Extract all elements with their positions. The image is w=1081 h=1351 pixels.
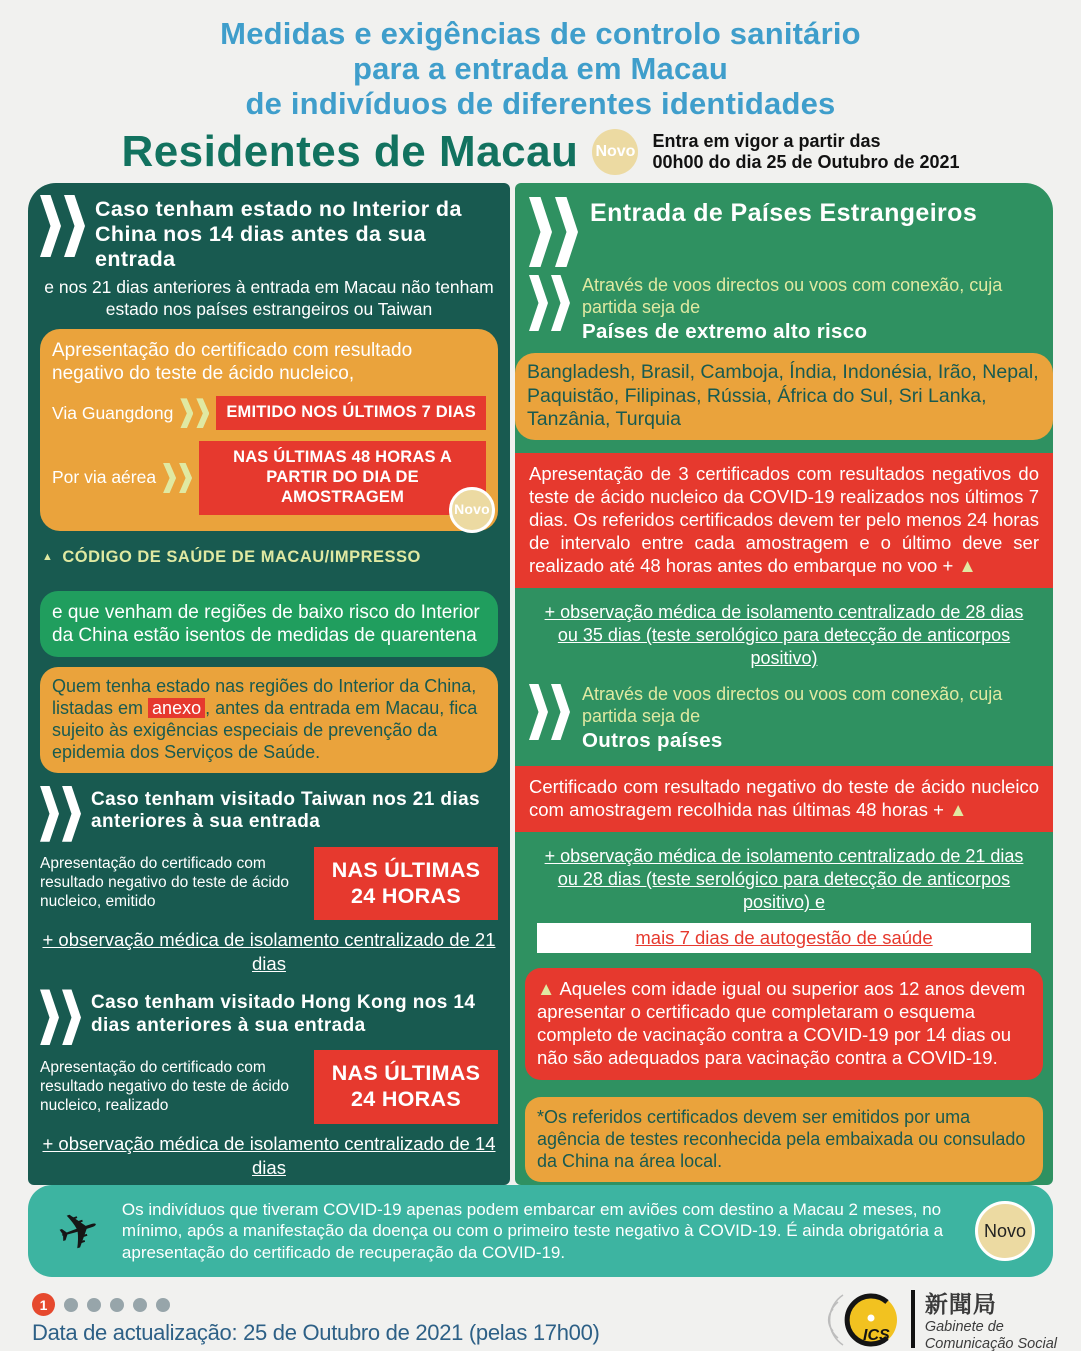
- health-code-note: ▲ CÓDIGO DE SAÚDE DE MACAU/IMPRESSO: [42, 547, 421, 566]
- agency-note-box: *Os referidos certificados devem ser emitidos por uma agência de testes reconhecida pela embaixada ou consulado da China na área local.: [525, 1097, 1043, 1182]
- observation-note: + observação médica de isolamento centralizado de 28 dias ou 35 dias (teste serológico para detecção de anticorpos positivo): [544, 601, 1024, 668]
- logo-name-line2: Comunicação Social: [924, 1335, 1057, 1351]
- section-foreign-entry: [515, 183, 1053, 267]
- logo-divider: [911, 1290, 915, 1348]
- audience-row: [0, 127, 1081, 177]
- route-label: Por via aérea: [52, 467, 157, 488]
- route-label: Via Guangdong: [52, 402, 174, 423]
- vaccination-note-box: ▲ Aqueles com idade igual ou superior aos 12 anos devem apresentar o certificado que completaram o esquema completo de vacinação contra a COVID-19 por 14 dias ou não são adequados para vacinação contra a COVID-19.: [525, 968, 1043, 1080]
- section-taiwan: [40, 786, 498, 977]
- section-heading: Caso tenham visitado Taiwan nos 21 dias anteriores à sua entrada: [91, 788, 481, 833]
- page-dot: [133, 1298, 147, 1312]
- chevron-right-icon: [529, 684, 570, 740]
- chevron-right-icon: [40, 195, 85, 257]
- panel-macau-residents: [28, 183, 510, 1185]
- audience-title: Residentes de Macau: [121, 127, 579, 177]
- logo-chinese-name: 新聞局: [924, 1291, 997, 1317]
- novo-badge: Novo: [975, 1201, 1035, 1261]
- novo-badge: Novo: [592, 129, 638, 175]
- requirement-badge: NAS ÚLTIMAS 48 HORAS A PARTIR DO DIA DE AMOSTRAGEM Novo: [199, 441, 486, 514]
- update-date-text: Data de actualização: 25 de Outubro de 2021 (pelas 17h00): [32, 1320, 600, 1345]
- route-intro: Através de voos directos ou voos com conexão, cuja partida seja de: [582, 684, 1003, 726]
- route-row-guangdong: [52, 396, 486, 430]
- page-indicator: [32, 1293, 170, 1316]
- observation-note: + observação médica de isolamento centralizado de 21 dias: [42, 929, 496, 975]
- chevron-right-icon: [40, 989, 81, 1045]
- title-line-2: para a entrada em Macau: [352, 51, 729, 87]
- recovered-patients-notice: [28, 1185, 1053, 1277]
- panel-foreign-countries: [515, 183, 1053, 1185]
- chevron-right-icon: [529, 197, 578, 267]
- self-management-note: mais 7 dias de autogestão de saúde: [537, 923, 1031, 953]
- route-row-air: [52, 441, 490, 518]
- certificate-requirements-box: [40, 329, 498, 531]
- section-heading: Caso tenham visitado Hong Kong nos 14 dias anteriores à sua entrada: [91, 992, 476, 1036]
- route-label: Países de extremo alto risco: [582, 319, 868, 343]
- route-other-countries: [515, 676, 1053, 753]
- triangle-icon: ▲: [42, 551, 54, 564]
- certificate-text: Apresentação do certificado com resultado negativo do teste de ácido nucleico, realizado: [40, 1058, 290, 1114]
- extreme-risk-countries-box: Bangladesh, Brasil, Camboja, Índia, Indonésia, Irão, Nepal, Paquistão, Filipinas, Rússia, África do Sul, Sri Lanka, Tanzânia, Turquia: [515, 353, 1053, 440]
- triangle-icon: ▲: [958, 555, 977, 576]
- page-dot: [110, 1298, 124, 1312]
- annex-note-box: Quem tenha estado nas regiões do Interior da China, listadas em anexo , antes da entrada em Macau, fica sujeito às exigências especiais de prevenção da epidemia dos Serviços de Saúde.: [40, 667, 498, 773]
- page-dot: [87, 1298, 101, 1312]
- chevron-right-icon: [529, 275, 570, 331]
- requirement-badge: NAS ÚLTIMAS 24 HORAS: [314, 847, 498, 921]
- requirement-badge: NAS ÚLTIMAS 24 HORAS: [314, 1050, 498, 1124]
- route-intro: Através de voos directos ou voos com conexão, cuja partida seja de: [582, 275, 1003, 317]
- triangle-icon: ▲: [949, 798, 968, 820]
- chevron-right-icon: [180, 398, 209, 428]
- section-heading: Caso tenham estado no Interior da China nos 14 dias antes da sua entrada: [95, 197, 462, 272]
- triangle-icon: ▲: [537, 977, 556, 999]
- effective-date: Entra em vigor a partir das 00h00 do dia 25 de Outubro de 2021: [652, 130, 960, 173]
- novo-badge: Novo: [449, 487, 495, 533]
- airplane-icon: ✈: [50, 1197, 108, 1265]
- annex-link[interactable]: anexo: [148, 698, 205, 718]
- logo-name-line1: Gabinete de: [924, 1319, 1004, 1335]
- title-line-3: de indivíduos de diferentes identidades: [245, 86, 836, 122]
- current-page-badge: 1: [32, 1293, 55, 1316]
- gcs-logo-mark: [825, 1287, 901, 1351]
- requirement-badge: EMITIDO NOS ÚLTIMOS 7 DIAS: [216, 396, 486, 430]
- section-hong-kong: [40, 989, 498, 1180]
- title-line-1: Medidas e exigências de controlo sanitário: [220, 16, 861, 51]
- route-extreme-risk: [515, 267, 1053, 344]
- notice-text: Os indivíduos que tiveram COVID-19 apenas podem embarcar em aviões com destino a Macau 2 meses, no mínimo, após a manifestação da doença ou com o primeiro teste negativo à COVID-19. É ainda obrigatória a apresentação do certificado de recuperação da COVID-19.: [121, 1200, 944, 1262]
- observation-note: + observação médica de isolamento centralizado de 14 dias: [42, 1133, 496, 1179]
- low-risk-exemption-box: e que venham de regiões de baixo risco do Interior da China estão isentos de medidas de quarentena: [40, 591, 498, 657]
- chevron-right-icon: [40, 786, 81, 842]
- section-heading: Entrada de Países Estrangeiros: [590, 199, 978, 227]
- observation-note: + observação médica de isolamento centralizado de 21 dias ou 28 dias (teste serológico para detecção de anticorpos positivo) e: [544, 845, 1024, 912]
- chevron-right-icon: [163, 463, 192, 493]
- section-mainland-china: [40, 195, 498, 272]
- other-countries-certificate-box: Certificado com resultado negativo do teste de ácido nucleico com amostragem recolhida nas últimas 48 horas + ▲: [515, 766, 1053, 832]
- route-label: Outros países: [582, 728, 723, 752]
- svg-text:ICS: ICS: [862, 1327, 890, 1345]
- page-dot: [156, 1298, 170, 1312]
- gcs-logo: [825, 1286, 1057, 1351]
- page-dot: [64, 1298, 78, 1312]
- section-subheading: e nos 21 dias anteriores à entrada em Macau não tenham estado nos países estrangeiros ou Taiwan: [44, 277, 494, 319]
- page-title: [0, 0, 1081, 121]
- certificate-text: Apresentação do certificado com resultado negativo do teste de ácido nucleico, emitido: [40, 855, 290, 911]
- extreme-risk-certificates-box: Apresentação de 3 certificados com resultados negativos do teste de ácido nucleico da COVID-19 realizados nos últimos 7 dias. Os referidos certificados devem ter pelo menos 24 horas de intervalo entre cada amostragem e o último deve ser realizado até 48 horas antes do embarque no voo + ▲: [515, 453, 1053, 588]
- certificate-intro: Apresentação do certificado com resultado negativo do teste de ácido nucleico,: [52, 340, 413, 385]
